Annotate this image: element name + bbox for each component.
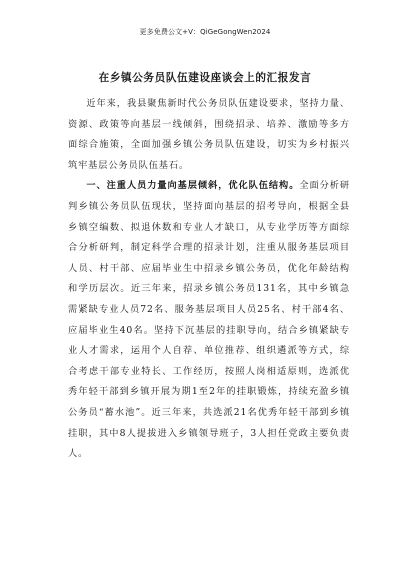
intro-paragraph — [68, 94, 350, 176]
document-title: 在乡镇公务员队伍建设座谈会上的汇报发言 — [98, 72, 312, 84]
page-header: 更多免费公文+V：QiGeGongWen2024 — [139, 28, 271, 36]
section-1-heading: 一、注重人员力量向基层倾斜，优化队伍结构。 — [86, 180, 300, 192]
intro-text: 近年来，我县聚焦新时代公务员队伍建设要求，坚持力量、资源、政策等向基层一线倾斜，围绕招录、培养、激励等多方面综合施策，全面加强乡镇公务员队伍建设，切实为乡村振兴筑牢基层公务员队伍基石。 — [68, 98, 350, 171]
section-1-text: 全面分析研判乡镇公务员队伍现状，坚持面向基层的招考导向，根据全县乡镇空编数、拟退休数和专业人才缺口，从专业学历等方面综合分析研判，制定科学合理的招录计划，注重从服务基层项目人员、村干部、应届毕业生中招录乡镇公务员，优化年龄结构和学历层次。近三年来，招录乡镇公务员131名，其中乡镇急需紧缺专业人员72名、服务基层项目人员25名、村干部4名、应届毕业生40名。坚持下沉基层的挂职导向，结合乡镇紧缺专业人才需求，运用个人自荐、单位推荐、组织遴派等方式，综合考虑干部专业特长、工作经历，按照人岗相适原则，选派优秀年轻干部到乡镇开展为期1至2年的挂职锻炼，持续充盈乡镇公务员“蓄水池”。近三年来，共选派21名优秀年轻干部到乡镇挂职，其中8人提拔进入乡镇领导班子，3人担任党政主要负责人。 — [68, 180, 350, 460]
document-body — [68, 94, 350, 465]
section-1-paragraph — [68, 176, 350, 464]
